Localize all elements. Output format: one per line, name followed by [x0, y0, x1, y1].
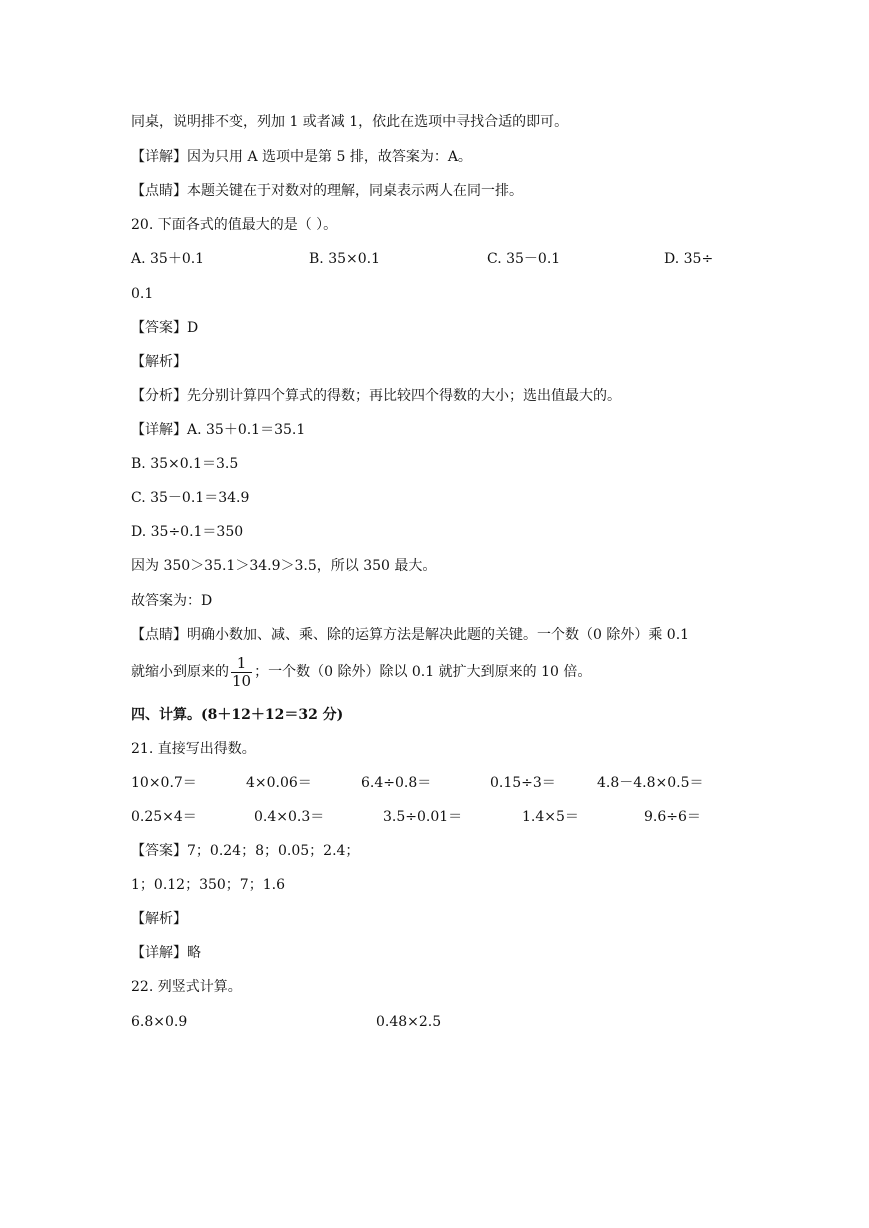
compare-20: 因为 350＞35.1＞34.9＞3.5，所以 350 最大。: [131, 558, 437, 574]
analysis-20: 【解析】: [131, 354, 187, 370]
answer-20: 【答案】D: [131, 320, 199, 336]
q21-item: 1.4×5＝: [522, 809, 579, 825]
q21-item: 0.4×0.3＝: [254, 809, 325, 825]
dianjing-20-line1: 【点睛】明确小数加、减、乘、除的运算方法是解决此题的关键。一个数（0 除外）乘 0.1: [131, 627, 690, 643]
final-20: 故答案为：D: [131, 593, 213, 609]
dianjing-20-suffix: ；一个数（0 除外）除以 0.1 就扩大到原来的 10 倍。: [254, 664, 592, 680]
detail-20-d: D. 35÷0.1＝350: [131, 524, 244, 540]
question-20: 20. 下面各式的值最大的是（ ）。: [131, 217, 338, 233]
detail-20-b: B. 35×0.1＝3.5: [131, 456, 239, 472]
dianjing-20-line2: [131, 654, 591, 690]
fraction: [231, 655, 252, 690]
analysis-21: 【解析】: [131, 911, 187, 927]
option-a: A. 35＋0.1: [131, 251, 205, 267]
dianjing-line: 【点睛】本题关键在于对数对的理解，同桌表示两人在同一排。: [131, 183, 523, 199]
option-c: C. 35－0.1: [487, 251, 561, 267]
section-heading: 四、计算。(8＋12＋12＝32 分): [131, 707, 344, 723]
option-d: D. 35÷: [664, 251, 714, 267]
q21-item: 0.25×4＝: [131, 809, 197, 825]
fraction-denominator: 10: [232, 671, 252, 690]
option-d-wrap: 0.1: [131, 286, 154, 302]
q21-item: 0.15÷3＝: [490, 775, 556, 791]
text-line: 同桌，说明排不变，列加 1 或者减 1，依此在选项中寻找合适的即可。: [131, 114, 569, 130]
q22-item: 6.8×0.9: [131, 1014, 188, 1030]
detail-line: 【详解】因为只用 A 选项中是第 5 排，故答案为：A。: [131, 149, 472, 165]
option-b: B. 35×0.1: [309, 251, 380, 267]
fenxi-20: 【分析】先分别计算四个算式的得数；再比较四个得数的大小；选出值最大的。: [131, 388, 621, 404]
detail-20-c: C. 35－0.1＝34.9: [131, 490, 250, 506]
dianjing-20-prefix: 就缩小到原来的: [131, 664, 229, 680]
question-21: 21. 直接写出得数。: [131, 741, 256, 757]
answer-21-line1: 【答案】7；0.24；8；0.05；2.4；: [131, 843, 360, 859]
q21-item: 10×0.7＝: [131, 775, 197, 791]
q21-item: 4.8－4.8×0.5＝: [597, 775, 704, 791]
answer-21-line2: 1；0.12；350；7；1.6: [131, 877, 285, 893]
q21-item: 4×0.06＝: [246, 775, 312, 791]
detail-20-a: 【详解】A. 35＋0.1＝35.1: [131, 422, 306, 438]
q21-item: 9.6÷6＝: [644, 809, 701, 825]
detail-21: 【详解】略: [131, 945, 201, 961]
q21-item: 3.5÷0.01＝: [383, 809, 463, 825]
q22-item: 0.48×2.5: [376, 1014, 442, 1030]
fraction-numerator: 1: [236, 653, 247, 672]
q21-item: 6.4÷0.8＝: [361, 775, 432, 791]
question-22: 22. 列竖式计算。: [131, 979, 242, 995]
